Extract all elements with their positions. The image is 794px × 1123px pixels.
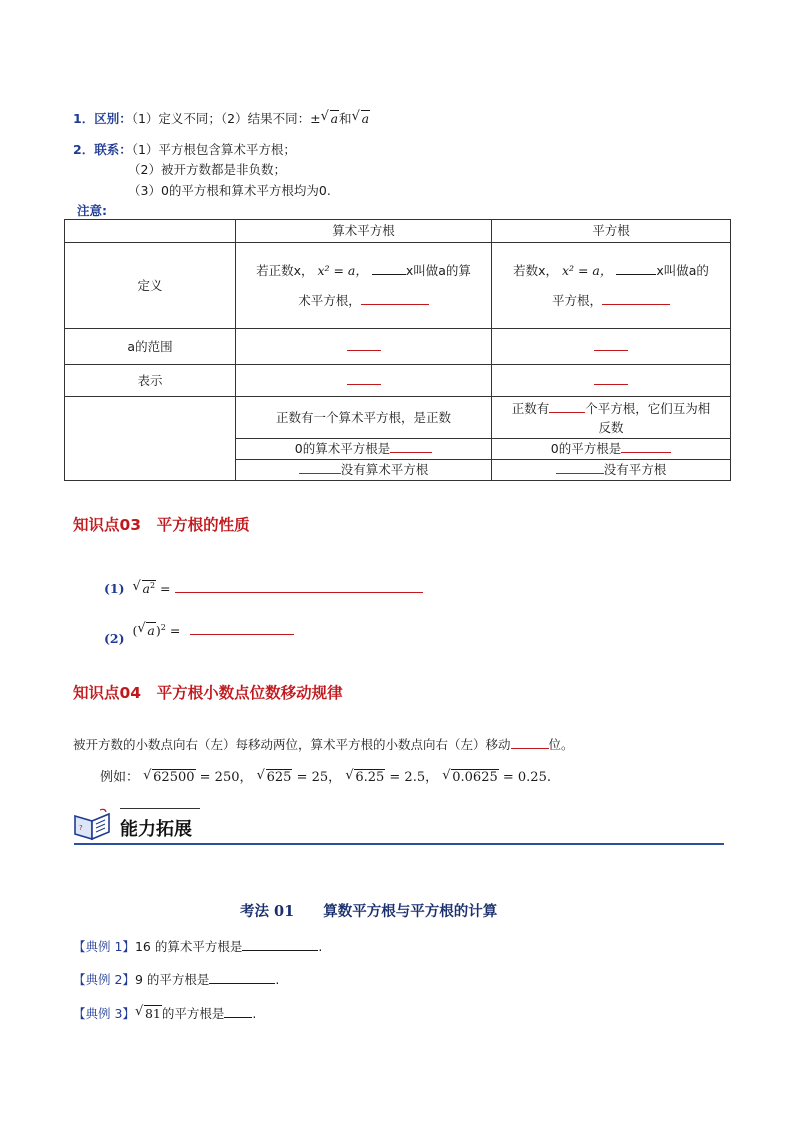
row-label-definition: 定义 <box>65 243 236 329</box>
answer-blank[interactable] <box>594 372 628 385</box>
example-1-blank[interactable] <box>242 938 318 951</box>
relation-number: 2．联系： <box>73 142 132 157</box>
answer-blank[interactable] <box>390 440 432 453</box>
row-label-notation: 表示 <box>65 365 236 397</box>
relation-item-2: （2）被开方数都是非负数； <box>128 162 286 177</box>
sqrt-6-25-symbol: √ 6.25 <box>345 768 385 785</box>
property-1-blank[interactable] <box>175 580 423 593</box>
decimal-rule-blank[interactable] <box>511 736 549 749</box>
property-1-number: (1) <box>104 581 125 596</box>
header-square-root: 平方根 <box>492 220 731 243</box>
banner-rule <box>74 843 724 845</box>
difference-text: （1）定义不同；（2）结果不同：± <box>131 111 321 126</box>
answer-blank[interactable] <box>347 372 381 385</box>
positive-square-cell: 正数有 个平方根，它们互为相 反数 <box>492 397 731 439</box>
paren-sqrt-a-squared-symbol: ( √ a)$^2$ <box>132 621 166 638</box>
answer-blank[interactable] <box>549 400 585 413</box>
example-3-blank[interactable] <box>224 1005 252 1018</box>
relation-line-1 <box>73 140 296 158</box>
property-2-equals: = <box>169 623 181 638</box>
example-1-label: 【典例 1】 <box>73 939 135 954</box>
sqrt-62500-symbol: √ 62500 <box>143 768 195 785</box>
book-icon <box>72 808 114 842</box>
example-2-blank[interactable] <box>209 971 275 984</box>
banner-top-rule <box>120 808 200 809</box>
example-2: 【典例 2】9 的平方根是 . <box>73 972 280 987</box>
range-square-cell <box>492 329 731 365</box>
answer-blank[interactable] <box>347 338 381 351</box>
header-arithmetic-root: 算术平方根 <box>236 220 492 243</box>
positive-arithmetic-cell: 正数有一个算术平方根，是正数 <box>236 397 492 439</box>
negative-arithmetic-cell: 没有算术平方根 <box>236 460 492 481</box>
table-row-range <box>65 329 731 365</box>
sqrt-a-symbol-2: √ a <box>351 109 370 126</box>
notation-arithmetic-cell <box>236 365 492 397</box>
table-header-row <box>65 220 731 243</box>
notation-square-cell <box>492 365 731 397</box>
definition-arithmetic-cell: 若正数x， x² = a， x叫做a的算 术平方根， <box>236 243 492 329</box>
decimal-examples: 例如： √ 62500 = 250， √ 625 = 25， √ 6.25 = 2.5， √ 0.0625 = 0.25. <box>100 768 551 785</box>
property-2-number: (2) <box>104 631 125 646</box>
answer-blank[interactable] <box>299 461 341 474</box>
answer-blank[interactable] <box>594 338 628 351</box>
relation-item-3: （3）0的平方根和算术平方根均为0. <box>128 183 331 198</box>
property-2 <box>104 621 294 646</box>
sqrt-a-squared-symbol: √ $a^2$ <box>132 578 156 596</box>
example-3: 【典例 3】 √ 81的平方根是 . <box>73 1004 257 1021</box>
property-1 <box>104 580 423 596</box>
example-2-label: 【典例 2】 <box>73 972 135 987</box>
and-text: 和 <box>339 111 352 126</box>
row-label-range: a的范围 <box>65 329 236 365</box>
difference-number: 1．区别： <box>73 111 132 126</box>
properties-label-cell <box>65 397 236 481</box>
answer-blank[interactable] <box>602 292 670 305</box>
method-title: 考法 01 算数平方根与平方根的计算 <box>240 903 498 920</box>
kp04-title: 知识点04 平方根小数点位数移动规律 <box>73 684 343 702</box>
definition-square-cell: 若数x， x² = a， x叫做a的 平方根， <box>492 243 731 329</box>
example-label: 例如： <box>100 770 140 785</box>
relation-item-1: （1）平方根包含算术平方根； <box>131 142 296 157</box>
banner-title: 能力拓展 <box>120 819 192 840</box>
sqrt-a-symbol: √ a <box>320 109 339 126</box>
property-2-blank[interactable] <box>190 622 294 635</box>
sqrt-625-symbol: √ 625 <box>256 768 292 785</box>
comparison-table <box>64 219 731 481</box>
answer-blank[interactable] <box>621 440 671 453</box>
negative-square-cell: 没有平方根 <box>492 460 731 481</box>
table-row-definition <box>65 243 731 329</box>
zero-square-cell: 0的平方根是 <box>492 439 731 460</box>
note-label: 注意: <box>77 203 107 218</box>
table-row-positive <box>65 397 731 439</box>
difference-line <box>73 109 370 127</box>
kp03-title: 知识点03 平方根的性质 <box>73 516 250 534</box>
header-empty-cell <box>65 220 236 243</box>
sqrt-81-symbol: √ 81 <box>134 1004 161 1021</box>
example-3-label: 【典例 3】 <box>73 1006 135 1021</box>
answer-blank[interactable] <box>361 292 429 305</box>
example-1: 【典例 1】16 的算术平方根是 . <box>73 939 323 954</box>
answer-blank[interactable] <box>556 461 604 474</box>
decimal-rule: 被开方数的小数点向右（左）每移动两位，算术平方根的小数点向右（左）移动 位。 <box>73 737 574 752</box>
range-arithmetic-cell <box>236 329 492 365</box>
svg-text:?: ? <box>79 824 83 832</box>
sqrt-0-0625-symbol: √ 0.0625 <box>442 768 498 785</box>
zero-arithmetic-cell: 0的算术平方根是 <box>236 439 492 460</box>
property-1-equals: = <box>160 581 171 596</box>
table-row-notation <box>65 365 731 397</box>
